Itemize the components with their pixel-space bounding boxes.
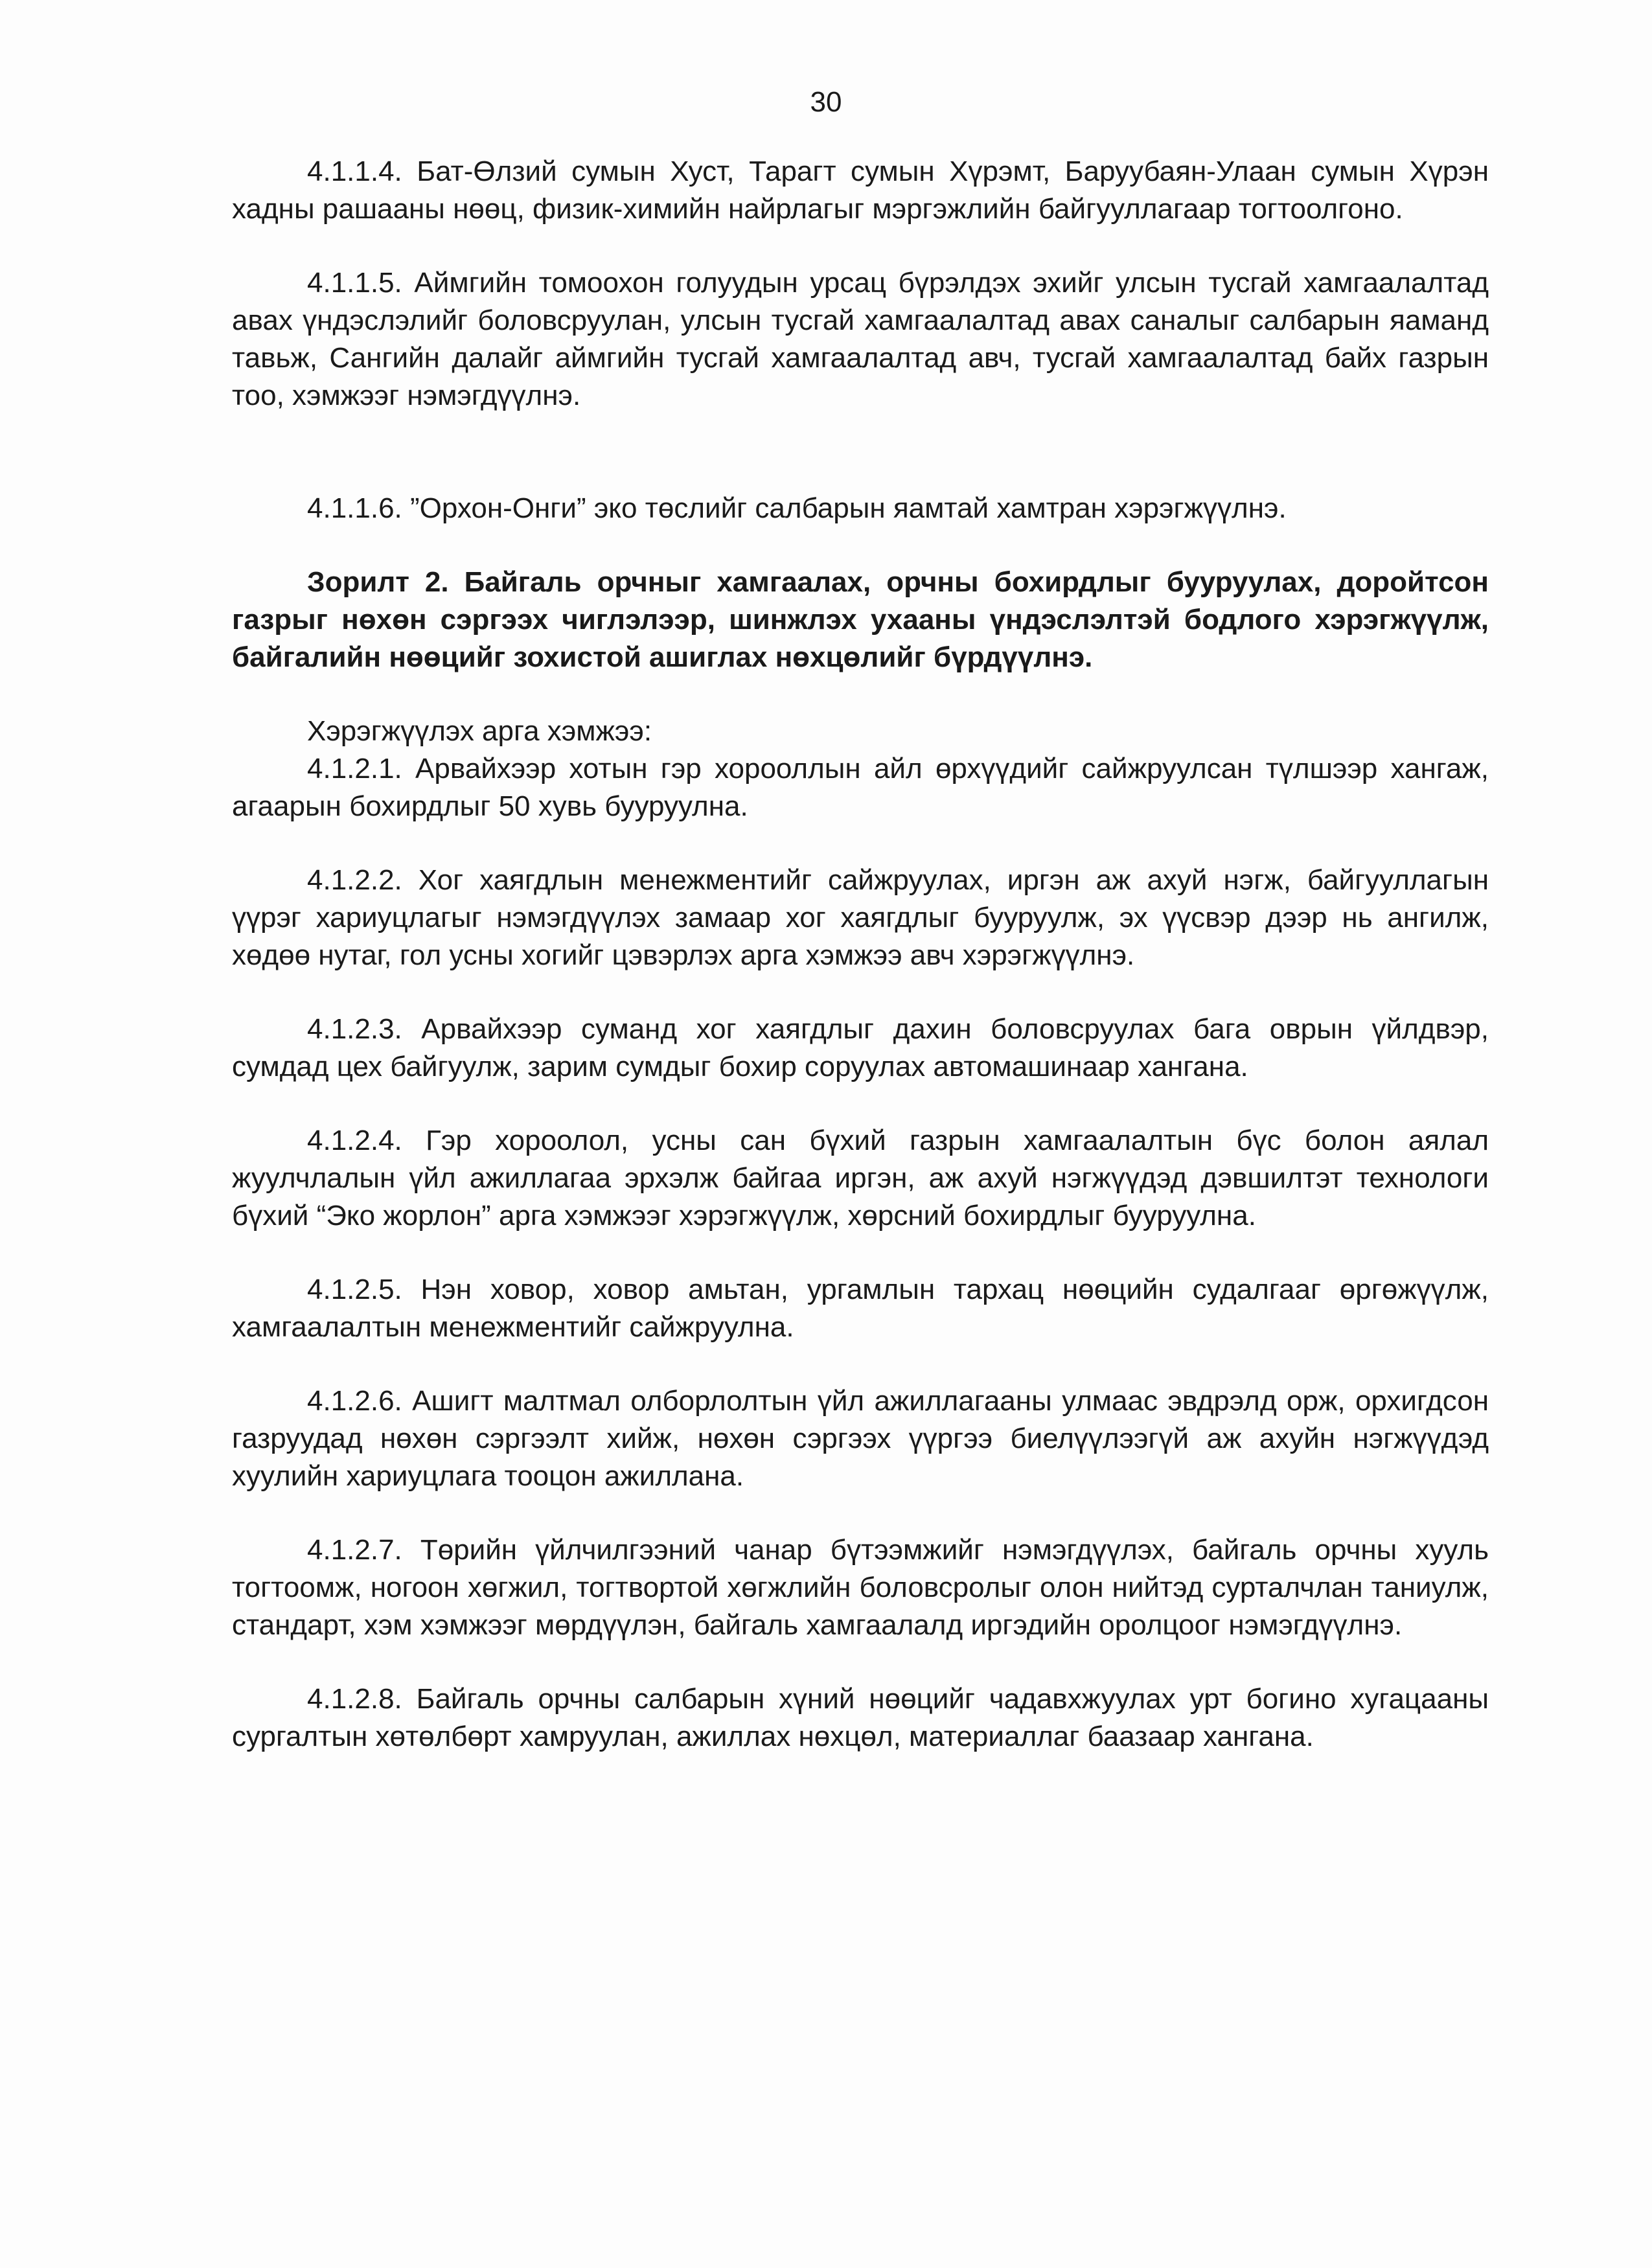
objective-2-heading: Зорилт 2. Байгаль орчныг хамгаалах, орчны бохирдлыг бууруулах, доройтсон газрыг нөхөн сэргээх чиглэлээр, шинжлэх ухааны үндэслэлтэй бодлого хэрэгжүүлж, байгалийн нөөцийг зохистой ашиглах нөхцөлийг бүрдүүлнэ. <box>232 566 1489 673</box>
paragraph-4-1-2-6: 4.1.2.6. Ашигт малтмал олборлолтын үйл ажиллагааны улмаас эвдрэлд орж, орхигдсон газруудад нөхөн сэргээлт хийж, нөхөн сэргээх үүргээ биелүүлээгүй аж ахуйн нэгжүүдэд хуулийн хариуцлага тооцон ажиллана. <box>232 1385 1489 1492</box>
paragraph-4-1-2-5: 4.1.2.5. Нэн ховор, ховор амьтан, ургамлын тархац нөөцийн судалгааг өргөжүүлж, хамгаалалтын менежментийг сайжруулна. <box>232 1274 1489 1343</box>
document-body <box>232 153 1489 1756</box>
paragraph-4-1-1-5: 4.1.1.5. Аймгийн томоохон голуудын урсац бүрэлдэх эхийг улсын тусгай хамгаалалтад авах үндэслэлийг боловсруулан, улсын тусгай хамгаалалтад авах саналыг салбарын яаманд тавьж, Сангийн далайг аймгийн тусгай хамгаалалтад авч, тусгай хамгаалалтад байх газрын тоо, хэмжээг нэмэгдүүлнэ. <box>232 267 1489 411</box>
paragraph-4-1-1-6: 4.1.1.6. ”Орхон-Онги” эко төслийг салбарын яамтай хамтран хэрэгжүүлнэ. <box>307 492 1287 524</box>
page-number: 30 <box>810 86 842 118</box>
paragraph-4-1-2-1: 4.1.2.1. Арвайхээр хотын гэр хорооллын айл өрхүүдийг сайжруулсан түлшээр хангаж, агаарын бохирдлыг 50 хувь бууруулна. <box>232 753 1489 822</box>
paragraph-4-1-2-3: 4.1.2.3. Арвайхээр суманд хог хаягдлыг дахин боловсруулах бага оврын үйлдвэр, сумдад цех байгуулж, зарим сумдыг бохир соруулах автомашинаар хангана. <box>232 1013 1489 1082</box>
measures-heading: Хэрэгжүүлэх арга хэмжээ: <box>307 715 652 747</box>
paragraph-4-1-2-2: 4.1.2.2. Хог хаягдлын менежментийг сайжруулах, иргэн аж ахуй нэгж, байгууллагын үүрэг хариуцлагыг нэмэгдүүлэх замаар хог хаягдлыг бууруулж, эх үүсвэр дээр нь ангилж, хөдөө нутаг, гол усны хогийг цэвэрлэх арга хэмжээ авч хэрэгжүүлнэ. <box>232 864 1489 971</box>
paragraph-4-1-1-4: 4.1.1.4. Бат-Өлзий сумын Хуст, Тарагт сумын Хүрэмт, Баруубаян-Улаан сумын Хүрэн хадны рашааны нөөц, физик-химийн найрлагыг мэргэжлийн байгууллагаар тогтоолгоно. <box>232 155 1489 225</box>
paragraph-4-1-2-8: 4.1.2.8. Байгаль орчны салбарын хүний нөөцийг чадавхжуулах урт богино хугацааны сургалтын хөтөлбөрт хамруулан, ажиллах нөхцөл, материаллаг баазаар хангана. <box>232 1683 1489 1752</box>
paragraph-4-1-2-7: 4.1.2.7. Төрийн үйлчилгээний чанар бүтээмжийг нэмэгдүүлэх, байгаль орчны хууль тогтоомж, ногоон хөгжил, тогтвортой хөгжлийн боловсролыг олон нийтэд сурталчлан таниулж, стандарт, хэм хэмжээг мөрдүүлэн, байгаль хамгаалалд иргэдийн оролцоог нэмэгдүүлнэ. <box>232 1534 1489 1641</box>
paragraph-4-1-2-4: 4.1.2.4. Гэр хороолол, усны сан бүхий газрын хамгаалалтын бүс болон аялал жуулчлалын үйл ажиллагаа эрхэлж байгаа иргэн, аж ахуй нэгжүүдэд дэвшилтэт технологи бүхий “Эко жорлон” арга хэмжээг хэрэгжүүлж, хөрсний бохирдлыг бууруулна. <box>232 1125 1489 1231</box>
